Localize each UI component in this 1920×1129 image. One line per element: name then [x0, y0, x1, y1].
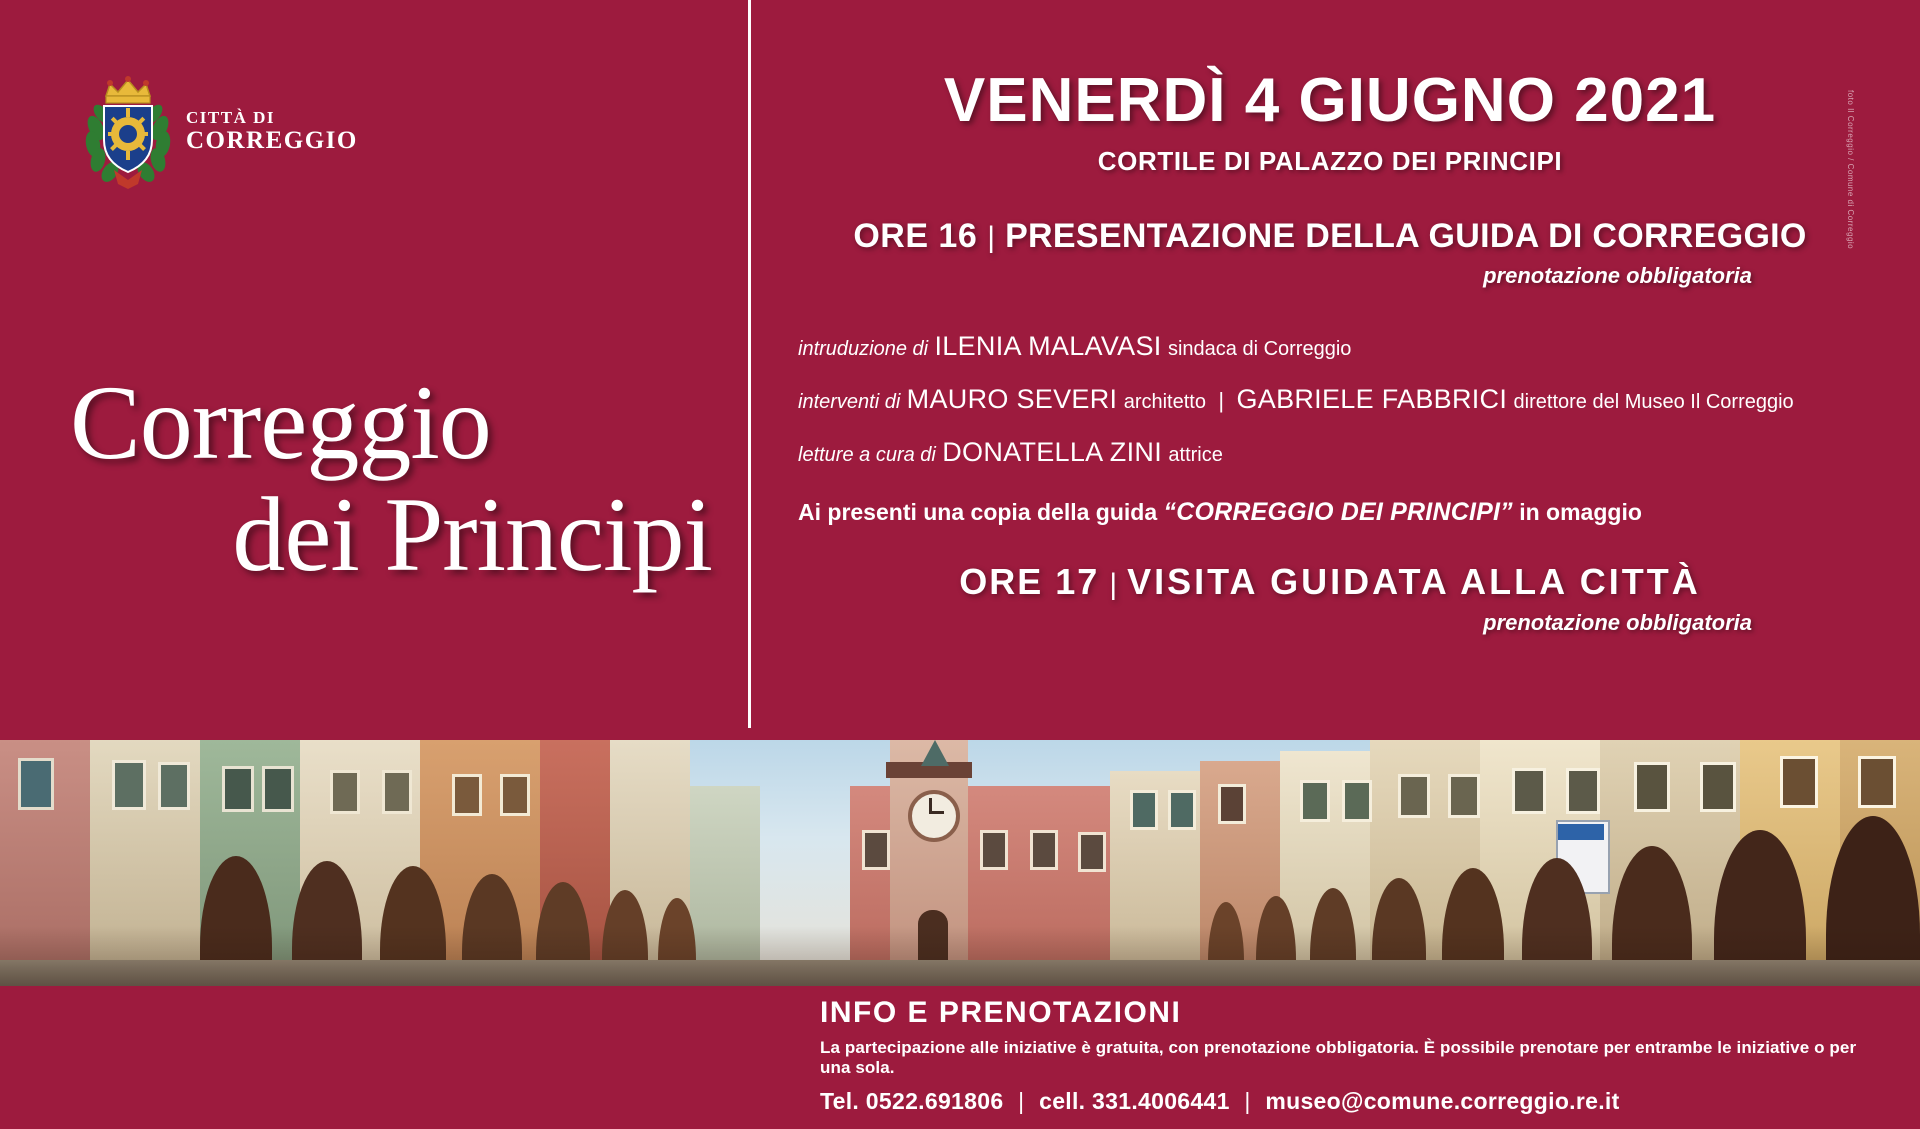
credit-separator: | [1218, 388, 1225, 413]
gift-guide-title: “CORREGGIO DEI PRINCIPI” [1163, 498, 1513, 526]
window [1512, 768, 1546, 814]
credit-name: ILENIA MALAVASI [934, 331, 1162, 361]
window [1858, 756, 1896, 808]
credit-role: sindaca di Correggio [1167, 338, 1352, 360]
window [1700, 762, 1736, 812]
session-1-separator: | [987, 221, 996, 254]
window [1300, 780, 1330, 822]
city-coat-of-arms-icon [80, 70, 176, 190]
phone-label[interactable]: Tel. 0522.691806 [820, 1088, 1004, 1114]
window [1342, 780, 1372, 822]
window [1218, 784, 1246, 824]
crest-line-1: CITTÀ DI [186, 108, 275, 127]
credit-intro: intruduzione di [798, 338, 929, 360]
session-2-title: VISITA GUIDATA ALLA CITTÀ [1127, 561, 1701, 602]
window [452, 774, 482, 816]
window [262, 766, 294, 812]
poster-title [70, 364, 730, 593]
credit-intro: interventi di [798, 391, 901, 413]
gift-text-post: in omaggio [1519, 499, 1642, 525]
window [500, 774, 530, 816]
credit-intro: letture a cura di [798, 444, 936, 466]
session-1-title: PRESENTAZIONE DELLA GUIDA DI CORREGGIO [1005, 217, 1807, 255]
info-contacts [820, 1088, 1880, 1115]
credit-role: attrice [1168, 444, 1223, 466]
gift-text-pre: Ai presenti una copia della guida [798, 499, 1158, 525]
email-label[interactable]: museo@comune.correggio.re.it [1265, 1088, 1620, 1114]
window [1398, 774, 1430, 818]
session-1-note: prenotazione obbligatoria [1483, 263, 1752, 288]
photo-strip [0, 740, 1920, 986]
credits-list [790, 331, 1870, 468]
session-1-header [790, 217, 1870, 256]
window [1168, 790, 1196, 830]
session-1-time: ORE 16 [853, 217, 978, 255]
credit-line [798, 331, 1870, 362]
info-description: La partecipazione alle iniziative è gratuita, con prenotazione obbligatoria. È possibile prenotare per entrambe le iniziative o per una sola. [820, 1038, 1857, 1077]
tower-spire [921, 740, 949, 766]
palazzo-window [1030, 830, 1058, 870]
window [1566, 768, 1600, 814]
contact-separator-2: | [1244, 1088, 1251, 1114]
title-line-2: dei Principi [232, 476, 712, 593]
window [1130, 790, 1158, 830]
event-venue: CORTILE DI PALAZZO DEI PRINCIPI [1097, 146, 1563, 176]
poster-billboard-band [1558, 824, 1604, 840]
info-title: INFO E PRENOTAZIONI [820, 996, 1182, 1029]
photo-credit-vertical: foto Il Correggio / Comune di Correggio [1846, 90, 1855, 250]
clock-hand [930, 811, 944, 814]
window [330, 770, 360, 814]
mobile-label[interactable]: cell. 331.4006441 [1039, 1088, 1230, 1114]
window [18, 758, 54, 810]
crest-line-2: CORREGGIO [186, 127, 358, 155]
credit-name: MAURO SEVERI [906, 384, 1118, 414]
credit-name: DONATELLA ZINI [942, 437, 1163, 467]
gift-note [790, 498, 1870, 527]
session-2-header [790, 561, 1870, 603]
window [1634, 762, 1670, 812]
event-details [790, 66, 1870, 636]
info-block [820, 996, 1880, 1115]
palazzo-window [862, 830, 890, 870]
credit-role-2: direttore del Museo Il Correggio [1513, 391, 1794, 413]
credit-line [798, 384, 1870, 415]
session-2-time: ORE 17 [959, 561, 1100, 602]
credit-role: architetto [1123, 391, 1206, 413]
window [222, 766, 254, 812]
credit-line [798, 437, 1870, 468]
window [112, 760, 146, 810]
session-2-note: prenotazione obbligatoria [1483, 610, 1752, 635]
event-date: VENERDÌ 4 GIUGNO 2021 [943, 66, 1717, 135]
window [158, 762, 190, 810]
ground-shadow [0, 926, 1920, 986]
contact-separator-1: | [1018, 1088, 1025, 1114]
footer-section [0, 986, 1920, 1129]
title-line-1: Correggio [70, 364, 491, 481]
palazzo-window [980, 830, 1008, 870]
clock-face-icon [908, 790, 960, 842]
palazzo-window [1078, 832, 1106, 872]
window [382, 770, 412, 814]
credit-name-2: GABRIELE FABBRICI [1236, 384, 1508, 414]
session-2-separator: | [1109, 568, 1118, 601]
city-crest-block [80, 70, 370, 200]
city-crest-text [186, 108, 358, 155]
window [1780, 756, 1818, 808]
vertical-divider [748, 0, 751, 728]
window [1448, 774, 1480, 818]
